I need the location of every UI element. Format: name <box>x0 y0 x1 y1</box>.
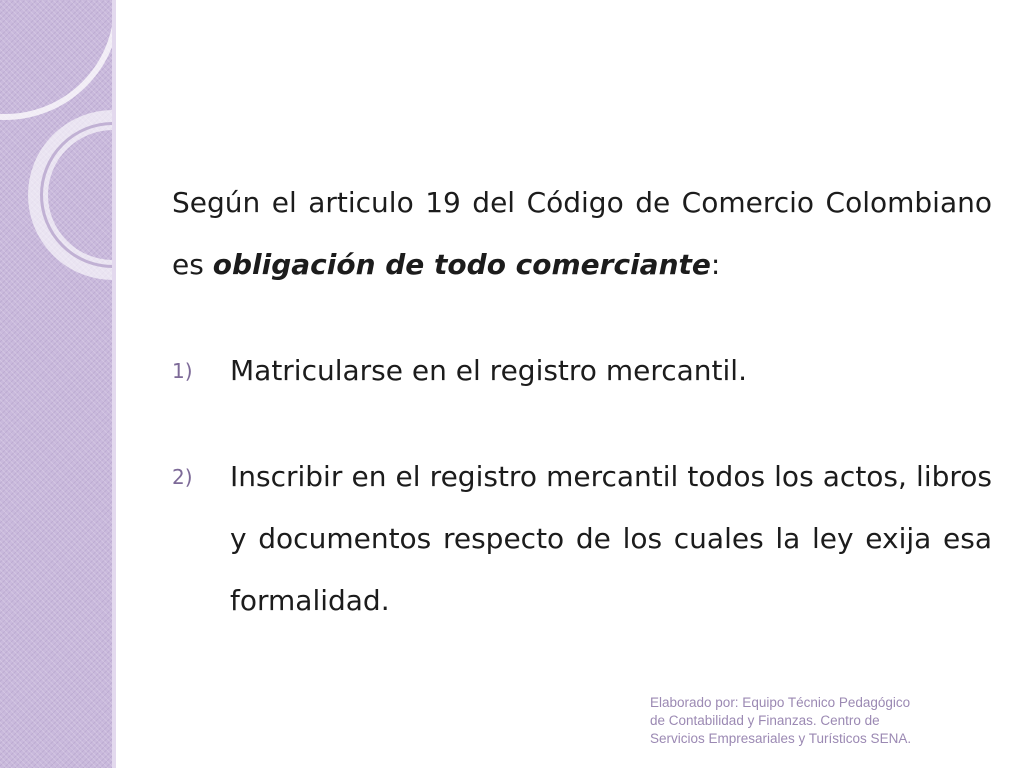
decorative-side-band <box>0 0 112 768</box>
list-item-number: 2) <box>172 465 193 489</box>
slide-body <box>172 172 992 676</box>
credits-line-1: Elaborado por: Equipo Técnico Pedagógico <box>650 695 911 710</box>
list-item <box>172 446 992 632</box>
list-item-text: Matricularse en el registro mercantil. <box>230 354 747 387</box>
side-band-edge <box>112 0 116 768</box>
list-item <box>172 340 992 402</box>
list-item-text: Inscribir en el registro mercantil todos los actos, libros y documentos respecto de los cuales la ley exija esa formalidad. <box>230 460 992 617</box>
intro-emphasis: obligación de todo comerciante <box>212 248 711 281</box>
list-item-number: 1) <box>172 359 193 383</box>
credits-line-3: Servicios Empresariales y Turísticos SENA. <box>650 731 912 746</box>
intro-text: Según el articulo 19 del Código de Comercio Colombiano es <box>172 186 992 281</box>
credits-footer <box>650 694 990 748</box>
intro-colon: : <box>710 248 721 281</box>
decorative-ring-top <box>0 0 112 120</box>
credits-line-2: de Contabilidad y Finanzas. Centro de <box>650 713 880 728</box>
intro-paragraph <box>172 172 992 296</box>
